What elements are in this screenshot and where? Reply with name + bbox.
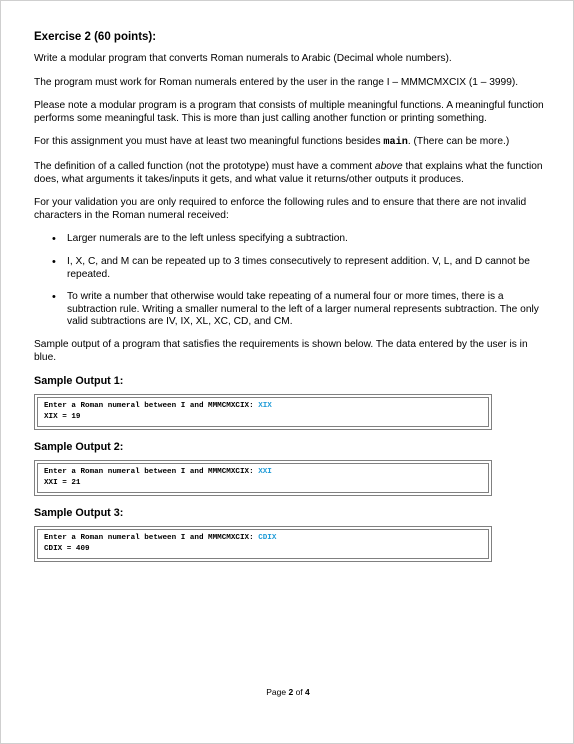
code-result-line: XXI = 21 [44,479,81,488]
modular-note-paragraph: Please note a modular program is a program that consists of multiple meaningful functions. A meaningful function performs some meaningful task. This is more than just calling another function or printing something. [34,100,544,124]
range-paragraph: The program must work for Roman numerals entered by the user in the range I – MMMCMXCIX (1 – 3999). [34,76,519,88]
assignment-paragraph [34,136,544,150]
sample-output-2-box [34,460,492,496]
user-input-text: XXI [258,468,272,477]
rule-text: I, X, C, and M can be repeated up to 3 times consecutively to represent addition. V, L, and D cannot be repeated. [67,255,530,280]
bullet-icon: • [52,255,56,268]
rule-item [34,233,544,246]
page-content [34,31,544,573]
user-input-text: XIX [258,402,272,411]
code-prompt: Enter a Roman numeral between I and MMMCMXCIX: [44,468,259,477]
definition-emphasis: above [374,160,403,172]
definition-paragraph [34,161,544,186]
exercise-title: Exercise 2 (60 points): [34,31,157,43]
code-prompt-line [44,533,482,544]
code-prompt: Enter a Roman numeral between I and MMMCMXCIX: [44,402,259,411]
sample-output-1-title: Sample Output 1: [34,375,124,388]
code-result-line: CDIX = 409 [44,545,90,554]
page-number: 2 [288,687,294,697]
rule-item [34,256,544,281]
intro-paragraph: Write a modular program that converts Roman numerals to Arabic (Decimal whole numbers). [34,53,452,64]
code-prompt-line [44,467,482,478]
sample-output-1-box [34,394,492,430]
code-result-line: XIX = 19 [44,413,81,422]
rule-text: Larger numerals are to the left unless specifying a subtraction. [67,233,348,245]
validation-paragraph: For your validation you are only required to enforce the following rules and to ensure that there are not invalid characters in the Roman numeral received: [34,197,527,221]
main-code-term: main [383,137,408,149]
definition-text-before: The definition of a called function (not the prototype) must have a comment [34,160,375,172]
sample-intro-paragraph: Sample output of a program that satisfies the requirements is shown below. The data entered by the user is in blue. [34,338,528,363]
definition-text-after: that explains what the function does, what arguments it takes/inputs it gets, and what value it returns/other outputs it produces. [34,160,543,185]
rule-item [34,291,544,329]
code-prompt-line [44,401,482,412]
of-label: of [293,687,306,697]
code-prompt: Enter a Roman numeral between I and MMMCMXCIX: [44,534,259,543]
bullet-icon: • [52,233,56,246]
code-block [37,463,489,493]
sample-output-2-title: Sample Output 2: [34,441,124,454]
assignment-text-after: . (There can be more.) [407,136,510,148]
rules-list [34,233,544,329]
rule-text: To write a number that otherwise would take repeating of a numeral four or more times, there is a subtraction rule. Writing a smaller numeral to the left of a larger numeral represents subtraction. The only valid subtractions are IV, IX, XL, XC, CD, and CM. [67,291,539,328]
page-label: Page [266,687,289,697]
page-footer [1,687,574,697]
code-block [37,397,489,427]
code-block [37,529,489,559]
bullet-icon: • [52,291,56,304]
sample-output-3-box [34,526,492,562]
assignment-text-before: For this assignment you must have at least two meaningful functions besides [34,136,384,148]
sample-output-3-title: Sample Output 3: [34,507,124,520]
user-input-text: CDIX [258,534,277,543]
page-total: 4 [305,687,310,697]
